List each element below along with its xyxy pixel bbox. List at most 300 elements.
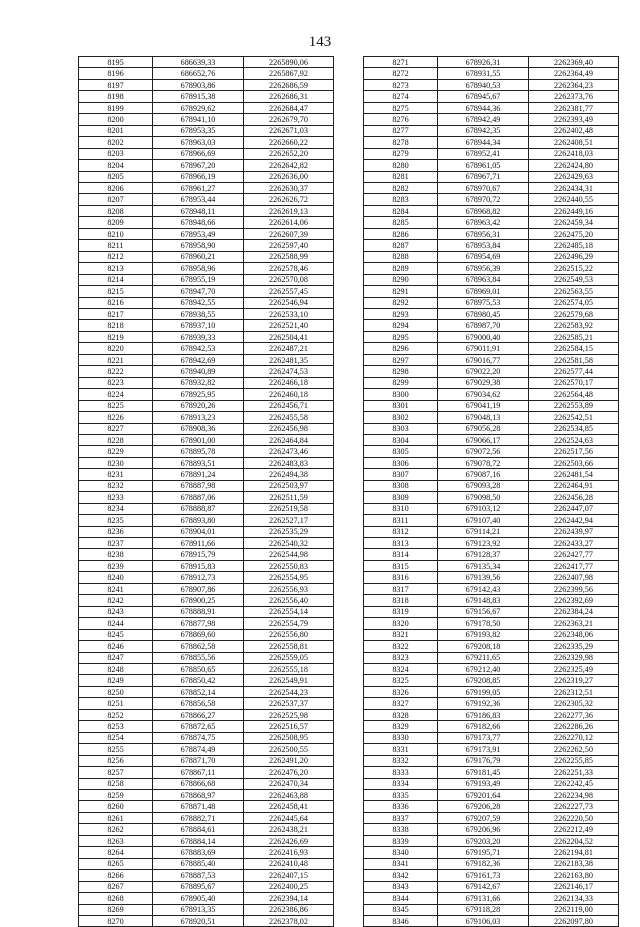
y-coordinate-cell: 2262447,07 bbox=[529, 503, 619, 514]
point-number-cell: 8312 bbox=[364, 526, 438, 537]
y-coordinate-cell: 2262255,85 bbox=[529, 755, 619, 766]
point-number-cell: 8273 bbox=[364, 79, 438, 90]
x-coordinate-cell: 678866,68 bbox=[153, 778, 244, 789]
table-row bbox=[79, 343, 334, 354]
x-coordinate-cell: 678911,66 bbox=[153, 538, 244, 549]
y-coordinate-cell: 2262364,49 bbox=[529, 68, 619, 79]
y-coordinate-cell: 2262212,49 bbox=[529, 824, 619, 835]
y-coordinate-cell: 2262119,00 bbox=[529, 904, 619, 915]
table-row bbox=[364, 297, 619, 308]
table-row bbox=[79, 698, 334, 709]
point-number-cell: 8199 bbox=[79, 102, 153, 113]
y-coordinate-cell: 2262459,34 bbox=[529, 217, 619, 228]
point-number-cell: 8343 bbox=[364, 881, 438, 892]
table-row bbox=[364, 858, 619, 869]
point-number-cell: 8224 bbox=[79, 389, 153, 400]
y-coordinate-cell: 2262456,71 bbox=[244, 400, 334, 411]
y-coordinate-cell: 2262470,34 bbox=[244, 778, 334, 789]
table-row bbox=[364, 354, 619, 365]
x-coordinate-cell: 678944,34 bbox=[438, 137, 529, 148]
point-number-cell: 8195 bbox=[79, 57, 153, 68]
y-coordinate-cell: 2262364,23 bbox=[529, 79, 619, 90]
table-row bbox=[79, 205, 334, 216]
y-coordinate-cell: 2262487,21 bbox=[244, 343, 334, 354]
table-row bbox=[364, 515, 619, 526]
table-row bbox=[364, 538, 619, 549]
x-coordinate-cell: 679182,66 bbox=[438, 721, 529, 732]
y-coordinate-cell: 2262483,83 bbox=[244, 457, 334, 468]
table-row bbox=[79, 297, 334, 308]
y-coordinate-cell: 2262494,38 bbox=[244, 469, 334, 480]
table-row bbox=[79, 263, 334, 274]
point-number-cell: 8309 bbox=[364, 492, 438, 503]
table-row bbox=[79, 538, 334, 549]
x-coordinate-cell: 678904,01 bbox=[153, 526, 244, 537]
point-number-cell: 8331 bbox=[364, 744, 438, 755]
table-row bbox=[79, 790, 334, 801]
point-number-cell: 8202 bbox=[79, 137, 153, 148]
table-row bbox=[79, 721, 334, 732]
x-coordinate-cell: 678940,89 bbox=[153, 366, 244, 377]
table-row bbox=[364, 641, 619, 652]
table-row bbox=[79, 824, 334, 835]
point-number-cell: 8255 bbox=[79, 744, 153, 755]
y-coordinate-cell: 2262429,63 bbox=[529, 171, 619, 182]
y-coordinate-cell: 2262464,91 bbox=[529, 480, 619, 491]
y-coordinate-cell: 2262434,31 bbox=[529, 182, 619, 193]
point-number-cell: 8299 bbox=[364, 377, 438, 388]
table-row bbox=[79, 595, 334, 606]
x-coordinate-cell: 678937,10 bbox=[153, 320, 244, 331]
x-coordinate-cell: 679211,65 bbox=[438, 652, 529, 663]
x-coordinate-cell: 678987,70 bbox=[438, 320, 529, 331]
table-row bbox=[79, 732, 334, 743]
point-number-cell: 8300 bbox=[364, 389, 438, 400]
x-coordinate-cell: 679156,67 bbox=[438, 606, 529, 617]
point-number-cell: 8323 bbox=[364, 652, 438, 663]
point-number-cell: 8253 bbox=[79, 721, 153, 732]
x-coordinate-cell: 678961,05 bbox=[438, 160, 529, 171]
table-row bbox=[79, 434, 334, 445]
table-row bbox=[364, 389, 619, 400]
table-row bbox=[79, 274, 334, 285]
table-row bbox=[79, 400, 334, 411]
x-coordinate-cell: 678967,20 bbox=[153, 160, 244, 171]
table-row bbox=[79, 801, 334, 812]
x-coordinate-cell: 679107,40 bbox=[438, 515, 529, 526]
x-coordinate-cell: 678877,98 bbox=[153, 618, 244, 629]
point-number-cell: 8278 bbox=[364, 137, 438, 148]
point-number-cell: 8207 bbox=[79, 194, 153, 205]
x-coordinate-cell: 679131,66 bbox=[438, 893, 529, 904]
x-coordinate-cell: 679142,43 bbox=[438, 583, 529, 594]
y-coordinate-cell: 2262325,49 bbox=[529, 664, 619, 675]
y-coordinate-cell: 2262424,80 bbox=[529, 160, 619, 171]
table-row bbox=[364, 114, 619, 125]
y-coordinate-cell: 2262474,53 bbox=[244, 366, 334, 377]
y-coordinate-cell: 2262496,29 bbox=[529, 251, 619, 262]
x-coordinate-cell: 679056,28 bbox=[438, 423, 529, 434]
y-coordinate-cell: 2262585,21 bbox=[529, 331, 619, 342]
table-row bbox=[79, 125, 334, 136]
y-coordinate-cell: 2262684,47 bbox=[244, 102, 334, 113]
y-coordinate-cell: 2262481,54 bbox=[529, 469, 619, 480]
y-coordinate-cell: 2262533,10 bbox=[244, 308, 334, 319]
point-number-cell: 8308 bbox=[364, 480, 438, 491]
table-row bbox=[364, 893, 619, 904]
x-coordinate-cell: 678891,24 bbox=[153, 469, 244, 480]
y-coordinate-cell: 2262574,05 bbox=[529, 297, 619, 308]
x-coordinate-cell: 679118,28 bbox=[438, 904, 529, 915]
point-number-cell: 8334 bbox=[364, 778, 438, 789]
point-number-cell: 8286 bbox=[364, 228, 438, 239]
y-coordinate-cell: 2262570,17 bbox=[529, 377, 619, 388]
y-coordinate-cell: 2262652,20 bbox=[244, 148, 334, 159]
table-row bbox=[79, 114, 334, 125]
x-coordinate-cell: 678953,44 bbox=[153, 194, 244, 205]
x-coordinate-cell: 679201,64 bbox=[438, 790, 529, 801]
x-coordinate-cell: 678954,69 bbox=[438, 251, 529, 262]
y-coordinate-cell: 2262262,50 bbox=[529, 744, 619, 755]
table-row bbox=[364, 629, 619, 640]
point-number-cell: 8288 bbox=[364, 251, 438, 262]
x-coordinate-cell: 679207,59 bbox=[438, 812, 529, 823]
x-coordinate-cell: 679087,16 bbox=[438, 469, 529, 480]
x-coordinate-cell: 678942,53 bbox=[153, 343, 244, 354]
y-coordinate-cell: 2262418,03 bbox=[529, 148, 619, 159]
table-row bbox=[79, 503, 334, 514]
point-number-cell: 8242 bbox=[79, 595, 153, 606]
x-coordinate-cell: 679192,36 bbox=[438, 698, 529, 709]
x-coordinate-cell: 678908,36 bbox=[153, 423, 244, 434]
y-coordinate-cell: 2262491,20 bbox=[244, 755, 334, 766]
table-row bbox=[79, 308, 334, 319]
y-coordinate-cell: 2262546,94 bbox=[244, 297, 334, 308]
table-row bbox=[364, 492, 619, 503]
table-row bbox=[364, 664, 619, 675]
y-coordinate-cell: 2262642,82 bbox=[244, 160, 334, 171]
x-coordinate-cell: 678915,83 bbox=[153, 560, 244, 571]
point-number-cell: 8225 bbox=[79, 400, 153, 411]
y-coordinate-cell: 2262473,46 bbox=[244, 446, 334, 457]
x-coordinate-cell: 678871,70 bbox=[153, 755, 244, 766]
point-number-cell: 8266 bbox=[79, 870, 153, 881]
point-number-cell: 8339 bbox=[364, 835, 438, 846]
point-number-cell: 8241 bbox=[79, 583, 153, 594]
point-number-cell: 8346 bbox=[364, 915, 438, 926]
y-coordinate-cell: 2262581,58 bbox=[529, 354, 619, 365]
x-coordinate-cell: 679048,13 bbox=[438, 412, 529, 423]
table-row bbox=[364, 68, 619, 79]
table-row bbox=[79, 79, 334, 90]
x-coordinate-cell: 678872,65 bbox=[153, 721, 244, 732]
x-coordinate-cell: 678975,53 bbox=[438, 297, 529, 308]
point-number-cell: 8319 bbox=[364, 606, 438, 617]
y-coordinate-cell: 2262555,18 bbox=[244, 664, 334, 675]
table-row bbox=[79, 412, 334, 423]
table-row bbox=[364, 79, 619, 90]
x-coordinate-cell: 679011,91 bbox=[438, 343, 529, 354]
x-coordinate-cell: 679161,73 bbox=[438, 870, 529, 881]
y-coordinate-cell: 2262535,29 bbox=[244, 526, 334, 537]
table-row bbox=[364, 732, 619, 743]
x-coordinate-cell: 678939,33 bbox=[153, 331, 244, 342]
point-number-cell: 8214 bbox=[79, 274, 153, 285]
x-coordinate-cell: 678929,62 bbox=[153, 102, 244, 113]
y-coordinate-cell: 2262549,53 bbox=[529, 274, 619, 285]
table-row bbox=[364, 102, 619, 113]
y-coordinate-cell: 2262373,76 bbox=[529, 91, 619, 102]
point-number-cell: 8223 bbox=[79, 377, 153, 388]
point-number-cell: 8281 bbox=[364, 171, 438, 182]
table-row bbox=[79, 423, 334, 434]
point-number-cell: 8260 bbox=[79, 801, 153, 812]
x-coordinate-cell: 679199,05 bbox=[438, 686, 529, 697]
y-coordinate-cell: 2262660,22 bbox=[244, 137, 334, 148]
x-coordinate-cell: 686639,33 bbox=[153, 57, 244, 68]
point-number-cell: 8248 bbox=[79, 664, 153, 675]
y-coordinate-cell: 2262439,97 bbox=[529, 526, 619, 537]
point-number-cell: 8228 bbox=[79, 434, 153, 445]
point-number-cell: 8317 bbox=[364, 583, 438, 594]
x-coordinate-cell: 678942,49 bbox=[438, 114, 529, 125]
point-number-cell: 8314 bbox=[364, 549, 438, 560]
x-coordinate-cell: 678920,26 bbox=[153, 400, 244, 411]
y-coordinate-cell: 2262558,81 bbox=[244, 641, 334, 652]
point-number-cell: 8320 bbox=[364, 618, 438, 629]
table-row bbox=[364, 755, 619, 766]
point-number-cell: 8338 bbox=[364, 824, 438, 835]
x-coordinate-cell: 678958,90 bbox=[153, 240, 244, 251]
y-coordinate-cell: 2262335,29 bbox=[529, 641, 619, 652]
y-coordinate-cell: 2262556,93 bbox=[244, 583, 334, 594]
point-number-cell: 8237 bbox=[79, 538, 153, 549]
point-number-cell: 8210 bbox=[79, 228, 153, 239]
point-number-cell: 8240 bbox=[79, 572, 153, 583]
table-row bbox=[364, 549, 619, 560]
point-number-cell: 8289 bbox=[364, 263, 438, 274]
y-coordinate-cell: 2262146,17 bbox=[529, 881, 619, 892]
x-coordinate-cell: 678885,40 bbox=[153, 858, 244, 869]
table-row bbox=[364, 480, 619, 491]
point-number-cell: 8329 bbox=[364, 721, 438, 732]
y-coordinate-cell: 2262549,91 bbox=[244, 675, 334, 686]
y-coordinate-cell: 2262556,80 bbox=[244, 629, 334, 640]
y-coordinate-cell: 2262686,59 bbox=[244, 79, 334, 90]
point-number-cell: 8215 bbox=[79, 286, 153, 297]
y-coordinate-cell: 2262433,27 bbox=[529, 538, 619, 549]
x-coordinate-cell: 678887,06 bbox=[153, 492, 244, 503]
point-number-cell: 8340 bbox=[364, 847, 438, 858]
x-coordinate-cell: 678958,96 bbox=[153, 263, 244, 274]
x-coordinate-cell: 678966,69 bbox=[153, 148, 244, 159]
table-row bbox=[79, 228, 334, 239]
x-coordinate-cell: 678942,69 bbox=[153, 354, 244, 365]
y-coordinate-cell: 2262408,51 bbox=[529, 137, 619, 148]
x-coordinate-cell: 678913,35 bbox=[153, 904, 244, 915]
point-number-cell: 8298 bbox=[364, 366, 438, 377]
x-coordinate-cell: 679135,34 bbox=[438, 560, 529, 571]
y-coordinate-cell: 2262519,58 bbox=[244, 503, 334, 514]
y-coordinate-cell: 2262460,18 bbox=[244, 389, 334, 400]
table-row bbox=[364, 618, 619, 629]
point-number-cell: 8327 bbox=[364, 698, 438, 709]
x-coordinate-cell: 678980,45 bbox=[438, 308, 529, 319]
y-coordinate-cell: 2262554,79 bbox=[244, 618, 334, 629]
y-coordinate-cell: 2262416,93 bbox=[244, 847, 334, 858]
x-coordinate-cell: 678862,58 bbox=[153, 641, 244, 652]
table-row bbox=[364, 91, 619, 102]
y-coordinate-cell: 2262407,15 bbox=[244, 870, 334, 881]
table-row bbox=[364, 572, 619, 583]
table-row bbox=[79, 583, 334, 594]
x-coordinate-cell: 678907,86 bbox=[153, 583, 244, 594]
point-number-cell: 8293 bbox=[364, 308, 438, 319]
table-row bbox=[79, 652, 334, 663]
y-coordinate-cell: 2262348,06 bbox=[529, 629, 619, 640]
x-coordinate-cell: 678931,55 bbox=[438, 68, 529, 79]
point-number-cell: 8275 bbox=[364, 102, 438, 113]
table-row bbox=[364, 308, 619, 319]
table-row bbox=[364, 847, 619, 858]
point-number-cell: 8325 bbox=[364, 675, 438, 686]
x-coordinate-cell: 679178,50 bbox=[438, 618, 529, 629]
table-row bbox=[79, 904, 334, 915]
y-coordinate-cell: 2262163,80 bbox=[529, 870, 619, 881]
x-coordinate-cell: 678905,40 bbox=[153, 893, 244, 904]
x-coordinate-cell: 679193,49 bbox=[438, 778, 529, 789]
x-coordinate-cell: 678953,49 bbox=[153, 228, 244, 239]
point-number-cell: 8304 bbox=[364, 434, 438, 445]
point-number-cell: 8287 bbox=[364, 240, 438, 251]
y-coordinate-cell: 2262577,44 bbox=[529, 366, 619, 377]
y-coordinate-cell: 2262614,06 bbox=[244, 217, 334, 228]
table-row bbox=[79, 102, 334, 113]
y-coordinate-cell: 2262463,88 bbox=[244, 790, 334, 801]
table-row bbox=[364, 57, 619, 68]
x-coordinate-cell: 678895,67 bbox=[153, 881, 244, 892]
table-row bbox=[79, 767, 334, 778]
table-row bbox=[79, 881, 334, 892]
table-row bbox=[79, 835, 334, 846]
point-number-cell: 8267 bbox=[79, 881, 153, 892]
point-number-cell: 8297 bbox=[364, 354, 438, 365]
point-number-cell: 8264 bbox=[79, 847, 153, 858]
x-coordinate-cell: 678932,82 bbox=[153, 377, 244, 388]
point-number-cell: 8243 bbox=[79, 606, 153, 617]
point-number-cell: 8222 bbox=[79, 366, 153, 377]
table-row bbox=[364, 767, 619, 778]
y-coordinate-cell: 2262220,50 bbox=[529, 812, 619, 823]
point-number-cell: 8316 bbox=[364, 572, 438, 583]
x-coordinate-cell: 679114,21 bbox=[438, 526, 529, 537]
y-coordinate-cell: 2262329,98 bbox=[529, 652, 619, 663]
point-number-cell: 8231 bbox=[79, 469, 153, 480]
x-coordinate-cell: 678882,71 bbox=[153, 812, 244, 823]
point-number-cell: 8279 bbox=[364, 148, 438, 159]
point-number-cell: 8302 bbox=[364, 412, 438, 423]
table-row bbox=[364, 870, 619, 881]
y-coordinate-cell: 2262410,48 bbox=[244, 858, 334, 869]
table-row bbox=[79, 137, 334, 148]
y-coordinate-cell: 2262442,94 bbox=[529, 515, 619, 526]
x-coordinate-cell: 678850,42 bbox=[153, 675, 244, 686]
y-coordinate-cell: 2262570,08 bbox=[244, 274, 334, 285]
y-coordinate-cell: 2262449,16 bbox=[529, 205, 619, 216]
x-coordinate-cell: 678887,53 bbox=[153, 870, 244, 881]
point-number-cell: 8234 bbox=[79, 503, 153, 514]
y-coordinate-cell: 2262270,12 bbox=[529, 732, 619, 743]
point-number-cell: 8305 bbox=[364, 446, 438, 457]
y-coordinate-cell: 2262426,69 bbox=[244, 835, 334, 846]
table-row bbox=[364, 652, 619, 663]
point-number-cell: 8307 bbox=[364, 469, 438, 480]
x-coordinate-cell: 679078,72 bbox=[438, 457, 529, 468]
point-number-cell: 8322 bbox=[364, 641, 438, 652]
table-row bbox=[364, 377, 619, 388]
x-coordinate-cell: 678893,51 bbox=[153, 457, 244, 468]
table-row bbox=[364, 263, 619, 274]
y-coordinate-cell: 2262319,27 bbox=[529, 675, 619, 686]
table-row bbox=[79, 515, 334, 526]
y-coordinate-cell: 2262556,40 bbox=[244, 595, 334, 606]
table-row bbox=[79, 526, 334, 537]
table-row bbox=[79, 182, 334, 193]
y-coordinate-cell: 2262464,84 bbox=[244, 434, 334, 445]
y-coordinate-cell: 2262476,20 bbox=[244, 767, 334, 778]
x-coordinate-cell: 678900,25 bbox=[153, 595, 244, 606]
table-row bbox=[364, 606, 619, 617]
x-coordinate-cell: 679206,28 bbox=[438, 801, 529, 812]
point-number-cell: 8227 bbox=[79, 423, 153, 434]
point-number-cell: 8324 bbox=[364, 664, 438, 675]
x-coordinate-cell: 678852,14 bbox=[153, 686, 244, 697]
x-coordinate-cell: 679016,77 bbox=[438, 354, 529, 365]
table-row bbox=[79, 469, 334, 480]
point-number-cell: 8277 bbox=[364, 125, 438, 136]
point-number-cell: 8285 bbox=[364, 217, 438, 228]
point-number-cell: 8236 bbox=[79, 526, 153, 537]
point-number-cell: 8250 bbox=[79, 686, 153, 697]
point-number-cell: 8326 bbox=[364, 686, 438, 697]
point-number-cell: 8206 bbox=[79, 182, 153, 193]
x-coordinate-cell: 679041,19 bbox=[438, 400, 529, 411]
table-row bbox=[79, 366, 334, 377]
table-row bbox=[364, 469, 619, 480]
table-row bbox=[364, 217, 619, 228]
table-row bbox=[79, 240, 334, 251]
table-row bbox=[79, 68, 334, 79]
table-row bbox=[79, 217, 334, 228]
y-coordinate-cell: 2262417,77 bbox=[529, 560, 619, 571]
table-row bbox=[79, 160, 334, 171]
x-coordinate-cell: 679000,40 bbox=[438, 331, 529, 342]
x-coordinate-cell: 678952,41 bbox=[438, 148, 529, 159]
point-number-cell: 8218 bbox=[79, 320, 153, 331]
table-row bbox=[364, 915, 619, 926]
x-coordinate-cell: 679212,40 bbox=[438, 664, 529, 675]
y-coordinate-cell: 2262466,18 bbox=[244, 377, 334, 388]
point-number-cell: 8244 bbox=[79, 618, 153, 629]
x-coordinate-cell: 679176,79 bbox=[438, 755, 529, 766]
x-coordinate-cell: 678884,61 bbox=[153, 824, 244, 835]
point-number-cell: 8272 bbox=[364, 68, 438, 79]
point-number-cell: 8238 bbox=[79, 549, 153, 560]
y-coordinate-cell: 2262597,40 bbox=[244, 240, 334, 251]
coordinates-table-left bbox=[78, 56, 334, 927]
point-number-cell: 8261 bbox=[79, 812, 153, 823]
x-coordinate-cell: 678868,97 bbox=[153, 790, 244, 801]
